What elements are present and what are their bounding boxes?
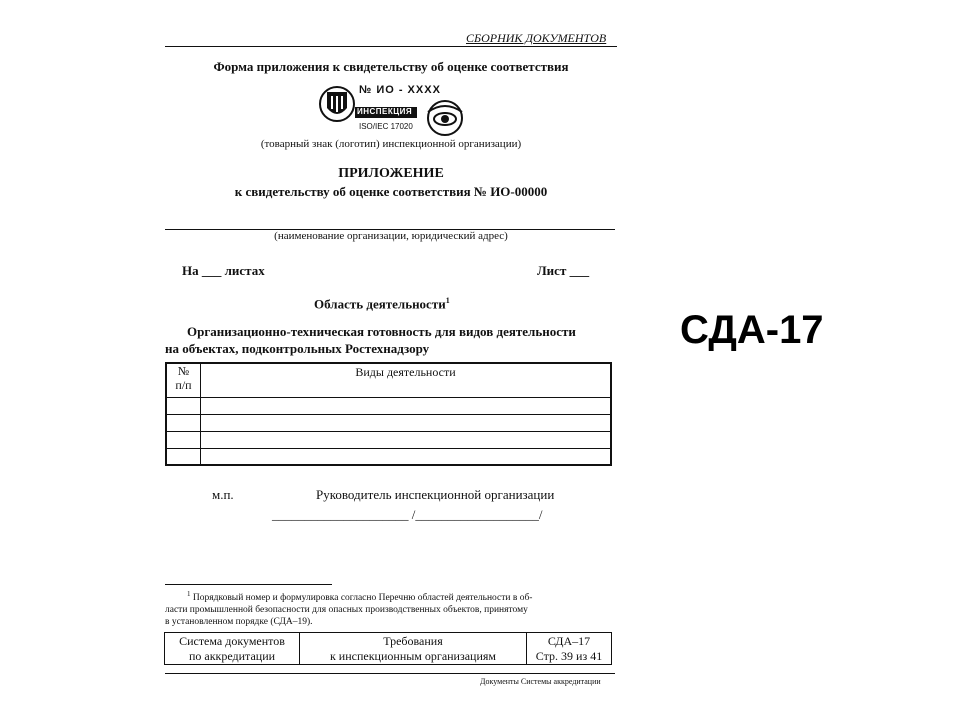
bottom-caption: Документы Системы аккредитации — [480, 677, 601, 686]
col-num-header — [166, 363, 201, 397]
footnote-line-2: ласти промышленной безопасности для опасных производственных объектов, принятому — [165, 605, 528, 616]
signature-line: _____________________ /___________________/ — [272, 507, 543, 522]
table-row — [166, 397, 611, 414]
footer-requirements-line-1: Требования — [383, 633, 443, 648]
org-caption: (наименование организации, юридический адрес) — [274, 230, 508, 242]
footer-requirements — [300, 633, 527, 665]
signer-title: Руководитель инспекционной организации — [316, 487, 555, 502]
col-num-line-2: п/п — [175, 378, 192, 392]
footer-doc-id — [527, 633, 612, 665]
logo-number: № ИО - XXXX — [359, 84, 441, 96]
logo-banner: ИНСПЕКЦИЯ — [357, 107, 413, 116]
footer-system-line-1: Система документов — [179, 633, 285, 648]
activities-table — [165, 362, 612, 466]
appendix-subheading: к свидетельству об оценке соответствия № ИО-00000 — [234, 184, 548, 199]
eye-emblem-icon — [428, 101, 462, 135]
scope-heading-text: Область деятельности — [314, 296, 446, 312]
footnote-line-3: в установленном порядке (СДА–19). — [165, 617, 313, 628]
header-rule — [165, 46, 617, 47]
footer-system — [165, 633, 300, 665]
sheet-number: Лист ___ — [537, 263, 590, 278]
footnote-rule — [165, 584, 332, 585]
table-header-row — [166, 363, 611, 397]
readiness-line-2: на объектах, подконтрольных Ростехнадзору — [165, 341, 430, 356]
col-num-line-1: № — [177, 364, 190, 378]
table-row — [166, 448, 611, 465]
footer-doc-code: СДА–17 — [547, 633, 591, 648]
footer-requirements-line-2: к инспекционным организациям — [329, 648, 497, 663]
scope-heading — [314, 296, 450, 312]
document-code-label: СДА-17 — [680, 308, 824, 352]
col-activity-header: Виды деятельности — [201, 363, 612, 397]
footer-row — [165, 633, 612, 665]
logo-caption: (товарный знак (логотип) инспекционной организации) — [260, 138, 522, 150]
footnote-mark: 1 — [187, 590, 191, 598]
scope-footnote-mark: 1 — [445, 296, 450, 305]
footer-box — [164, 632, 612, 665]
stamp-label: м.п. — [212, 487, 234, 502]
table-row — [166, 414, 611, 431]
footnote-text-1: Порядковый номер и формулировка согласно Перечню областей деятельности в об- — [192, 593, 533, 604]
logo-standard: ISO/IEC 17020 — [359, 122, 413, 131]
inspection-logo — [317, 82, 477, 137]
form-title: Форма приложения к свидетельству об оценке соответствия — [213, 59, 569, 74]
footnote — [165, 588, 615, 628]
appendix-heading: ПРИЛОЖЕНИЕ — [338, 166, 444, 181]
shield-emblem-icon — [320, 87, 354, 121]
footer-system-line-2: по аккредитации — [188, 648, 276, 663]
collection-title: СБОРНИК ДОКУМЕНТОВ — [466, 31, 607, 45]
bottom-rule — [165, 673, 615, 674]
sheets-count: На ___ листах — [182, 263, 265, 278]
footnote-line-1 — [165, 588, 615, 604]
footer-page: Стр. 39 из 41 — [535, 648, 603, 663]
table-row — [166, 431, 611, 448]
readiness-line-1: Организационно-техническая готовность для видов деятельности — [187, 324, 576, 339]
